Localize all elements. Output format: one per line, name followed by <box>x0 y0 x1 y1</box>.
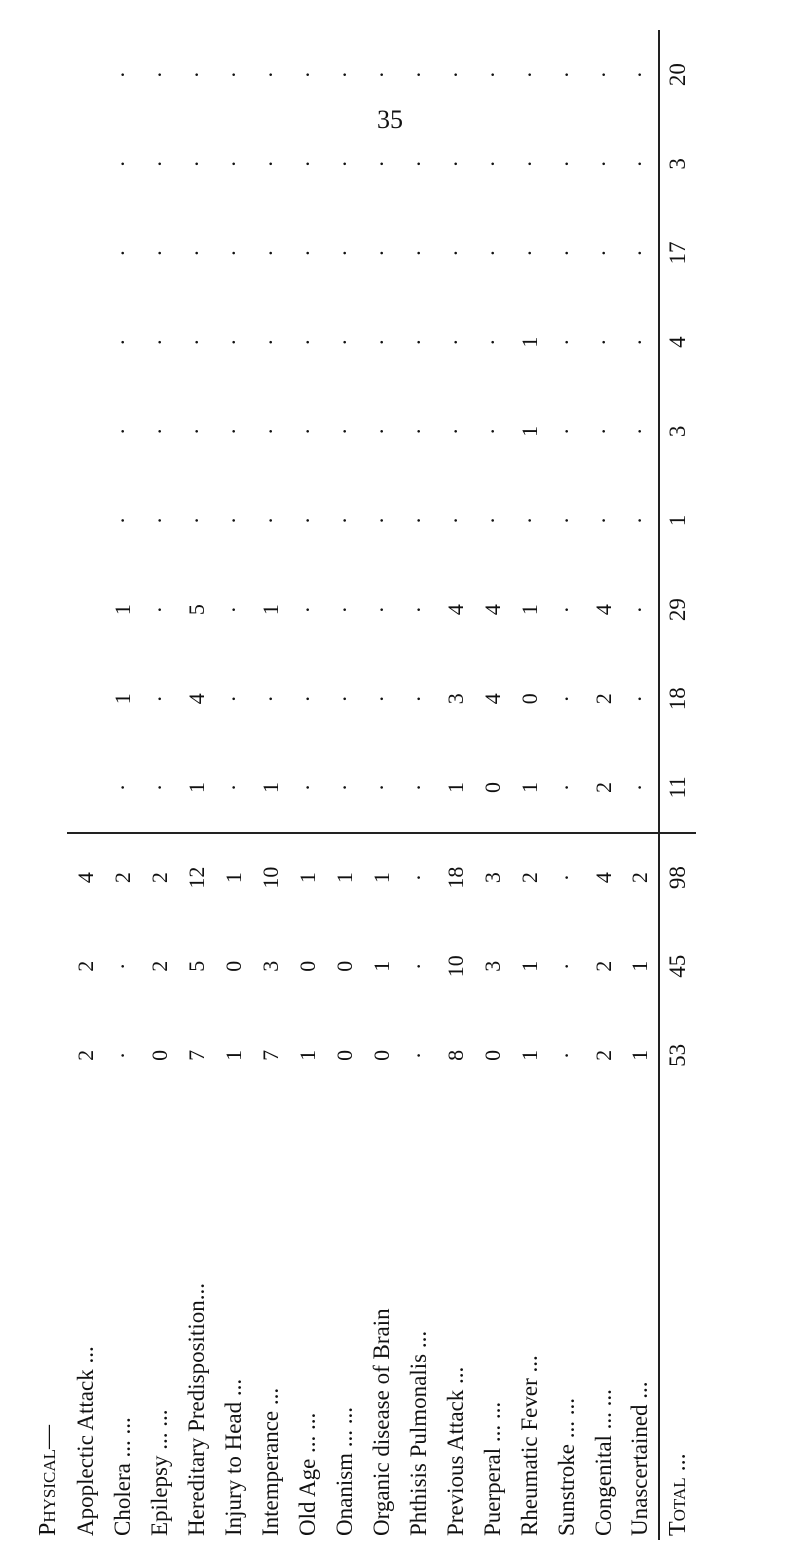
row-label: Organic disease of Brain <box>368 1308 394 1536</box>
total-cell: 53 <box>659 1011 696 1100</box>
table-row: Hereditary Predisposition... 7 5 12 1 4 5 · · · · · · <box>178 30 215 1540</box>
table-row: Cholera ... ... · · 2 · 1 1 · · · · · · <box>104 30 141 1540</box>
row-label: Unascertained ... <box>627 1381 652 1536</box>
total-cell: 98 <box>659 833 696 922</box>
table-cell: 2 <box>72 960 98 972</box>
row-label: Congenital ... ... <box>590 1389 616 1536</box>
row-label: Cholera ... ... <box>109 1417 135 1536</box>
total-cell: 4 <box>659 298 696 387</box>
table-row: Epilepsy ... ... 0 2 2 · · · · · · · · · <box>141 30 178 1540</box>
table-cell: 4 <box>72 872 98 884</box>
row-label: Puerperal ... ... <box>479 1401 505 1536</box>
table-row: Sunstroke ... ... · · · · · · · · · · · · <box>548 30 585 1540</box>
table-row: Puerperal ... ... 0 3 3 0 4 4 · · · · · · <box>474 30 511 1540</box>
total-cell: 3 <box>659 387 696 476</box>
total-cell: 20 <box>659 30 696 119</box>
table-row: Injury to Head ... 1 0 1 · · · · · · · · · <box>215 30 252 1540</box>
total-cell: 18 <box>659 654 696 743</box>
row-label: Hereditary Predisposition... <box>183 1283 209 1536</box>
total-cell: 45 <box>659 922 696 1011</box>
section-label: Physical— <box>35 1424 61 1536</box>
total-cell: 17 <box>659 208 696 297</box>
row-label: Intemperance ... <box>257 1387 283 1536</box>
total-cell: 1 <box>659 476 696 565</box>
table-row: Onanism ... ... 0 0 1 · · · · · · · · · <box>326 30 363 1540</box>
total-cell: 29 <box>659 565 696 654</box>
row-label: Phthisis Pulmonalis ... <box>405 1330 431 1536</box>
row-label: Onanism ... ... <box>331 1406 357 1536</box>
total-cell: 3 <box>659 119 696 208</box>
row-label: Old Age ... ... <box>294 1412 320 1536</box>
table-row: Phthisis Pulmonalis ... · · · · · · · · · · · · <box>400 30 437 1540</box>
causes-table <box>30 30 696 1540</box>
table-row: Congenital ... ... 2 2 4 2 2 4 · · · · · · <box>585 30 622 1540</box>
total-cell: 11 <box>659 743 696 832</box>
row-label: Injury to Head ... <box>220 1378 246 1536</box>
table-row: Intemperance ... 7 3 10 1 · 1 · · · · · · <box>252 30 289 1540</box>
table-row <box>67 30 104 1540</box>
section-row <box>30 30 67 1540</box>
table-row: Organic disease of Brain 0 1 1 · · · · · · · · · <box>363 30 400 1540</box>
row-label: Epilepsy ... ... <box>146 1409 172 1536</box>
row-label: Previous Attack ... <box>442 1366 468 1536</box>
row-label: Sunstroke ... ... <box>553 1398 579 1536</box>
statistics-table-rotated <box>30 30 691 1540</box>
total-row <box>659 30 696 1540</box>
table-row: Rheumatic Fever ... 1 1 2 1 0 1 · 1 1 · · · <box>511 30 548 1540</box>
table-row: Old Age ... ... 1 0 1 · · · · · · · · · <box>289 30 326 1540</box>
row-label: Apoplectic Attack ... <box>72 1346 98 1536</box>
row-label: Rheumatic Fever ... <box>516 1355 542 1536</box>
table-cell: 2 <box>72 1049 98 1061</box>
table-row: Previous Attack ... 8 10 18 1 3 4 · · · · · · <box>437 30 474 1540</box>
page-number: 35 <box>377 105 403 134</box>
table-row: Unascertained ... 1 1 2 · · · · · · · · · <box>622 30 659 1540</box>
total-label: Total ... <box>659 1100 696 1540</box>
